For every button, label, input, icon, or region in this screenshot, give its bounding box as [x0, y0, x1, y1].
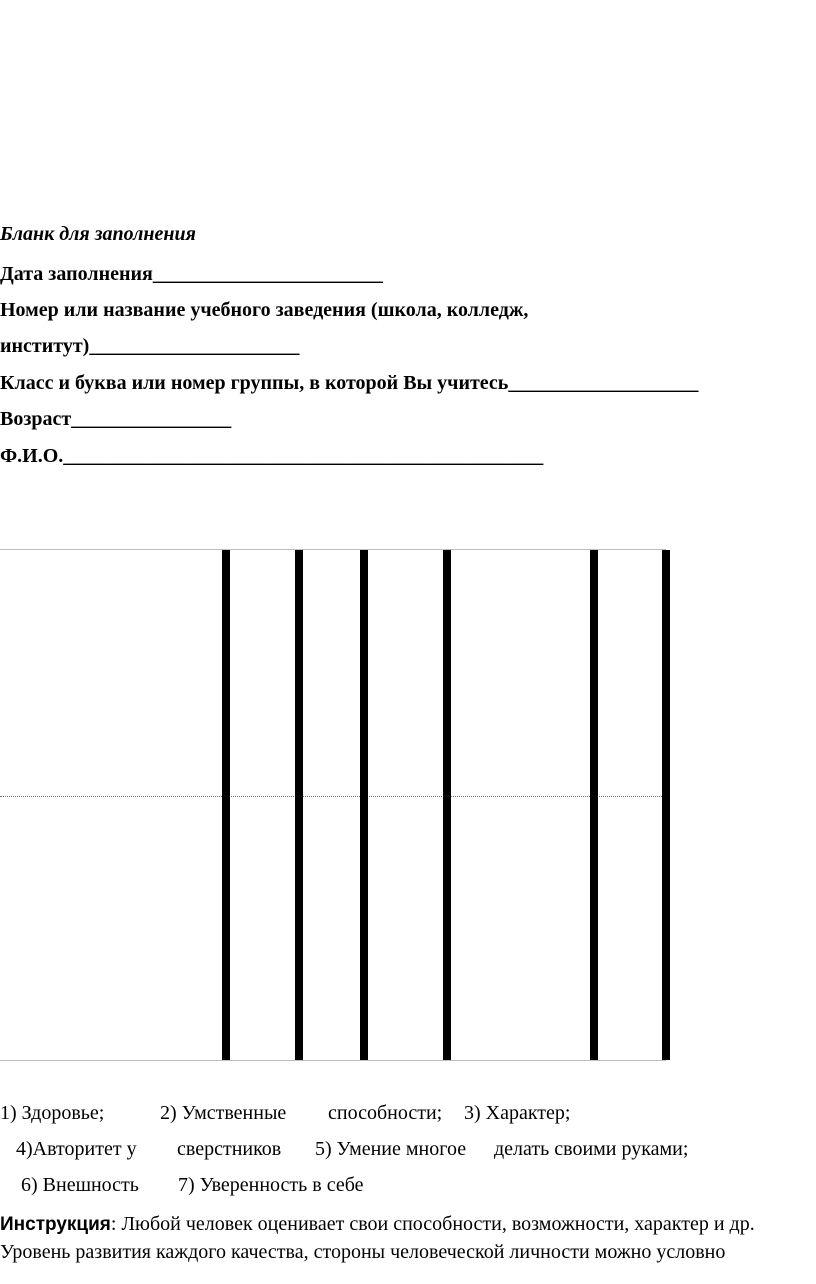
legend-item-2a: 2) Умственные — [160, 1102, 287, 1124]
date-blank[interactable]: _______________________ — [152, 263, 383, 285]
legend-item-1: 1) Здоровье; — [0, 1102, 105, 1124]
self-assessment-scales — [0, 549, 666, 1061]
legend-item-6: 6) Внешность — [21, 1174, 139, 1196]
legend-item-4b: сверстников — [177, 1138, 282, 1160]
age-label: Возраст — [0, 408, 72, 430]
name-field — [0, 444, 543, 468]
class-label: Класс и буква или номер группы, в которой Вы учитесь — [0, 372, 509, 394]
scale-line-6[interactable] — [662, 550, 670, 1060]
scale-line-5[interactable] — [590, 550, 598, 1060]
legend-item-7: 7) Уверенность в себе — [178, 1174, 364, 1196]
legend-item-4a: 4)Авторитет у — [16, 1138, 137, 1160]
school-label-line-2: институт) — [0, 335, 90, 357]
scale-line-4[interactable] — [443, 550, 451, 1060]
middle-dotted-line — [0, 796, 662, 797]
instruction-line-1 — [0, 1212, 755, 1237]
date-field — [0, 262, 383, 286]
scale-line-1[interactable] — [222, 550, 230, 1060]
instruction-line-2: Уровень развития каждого качества, стороны человеческой личности можно условно — [0, 1241, 726, 1263]
scale-line-3[interactable] — [360, 550, 368, 1060]
age-field — [0, 407, 231, 431]
age-blank[interactable]: ________________ — [71, 408, 232, 430]
legend-item-3: 3) Характер; — [464, 1102, 571, 1124]
form-title: Бланк для заполнения — [0, 223, 196, 245]
legend-item-5a: 5) Умение многое — [315, 1138, 467, 1160]
date-label: Дата заполнения — [0, 263, 153, 285]
scale-line-2[interactable] — [295, 550, 303, 1060]
class-field — [0, 371, 698, 395]
school-field — [0, 334, 299, 358]
legend-item-2b: способности; — [328, 1102, 443, 1124]
name-label: Ф.И.О. — [0, 445, 64, 467]
legend-item-5b: делать своими руками; — [494, 1138, 689, 1160]
school-label-line-1: Номер или название учебного заведения (школа, колледж, — [0, 299, 529, 321]
school-blank[interactable]: _____________________ — [89, 335, 300, 357]
instruction-text-1: : Любой человек оценивает свои способности, возможности, характер и др. — [110, 1213, 755, 1235]
class-blank[interactable]: ___________________ — [508, 372, 699, 394]
name-blank[interactable]: ________________________________________________ — [63, 445, 544, 467]
instruction-label: Инструкция — [0, 1214, 111, 1235]
